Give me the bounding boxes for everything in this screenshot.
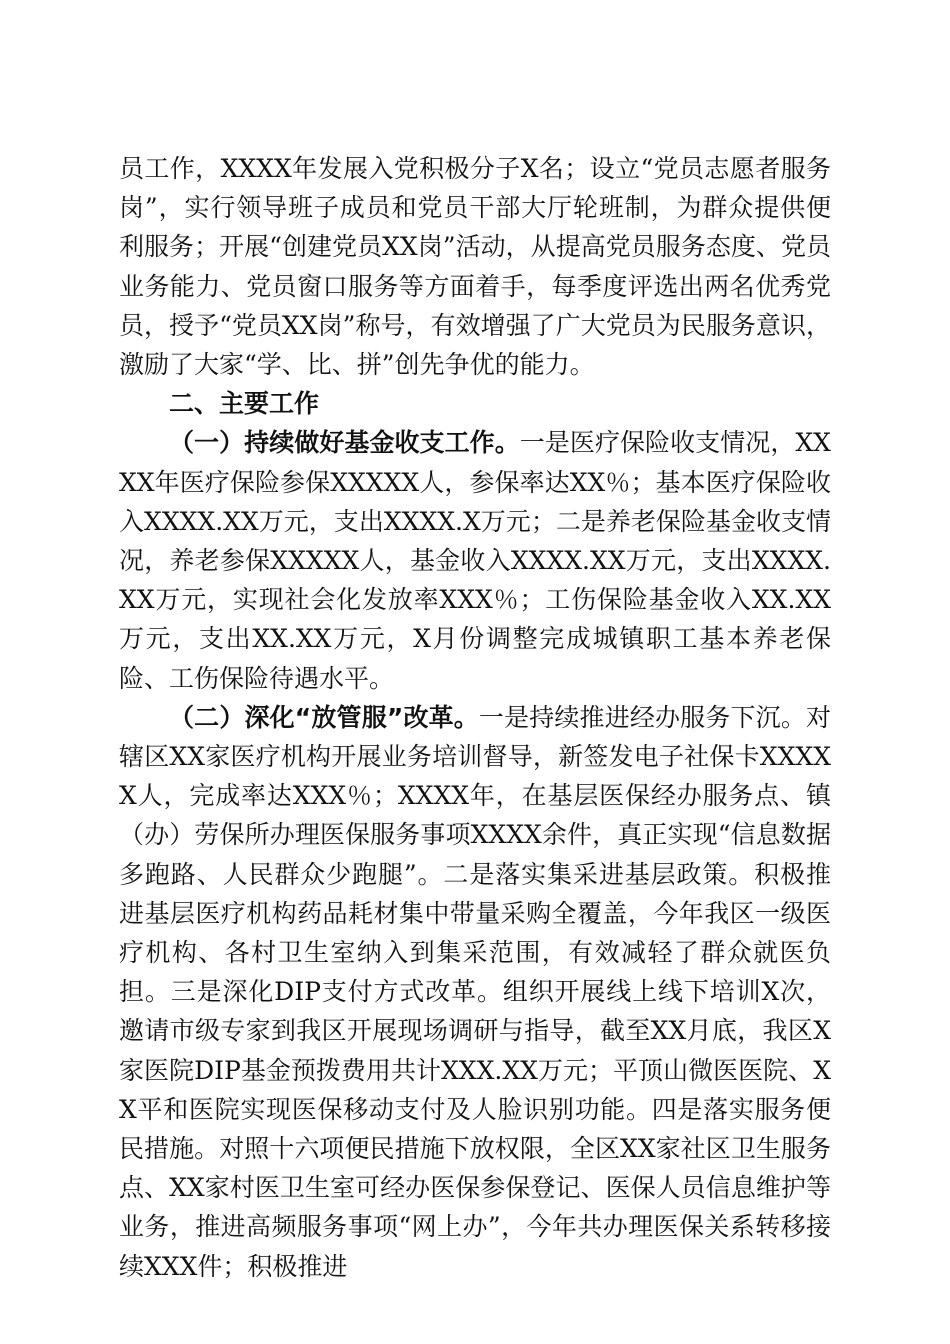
section-1-heading: （一）持续做好基金收支工作。 — [169, 428, 520, 458]
section-1-body: 一是医疗保险收支情况，XXXX年医疗保险参保XXXXX人，参保率达XX％；基本医疗保险收入XXXX.XX万元，支出XXXX.X万元；二是养老保险基金收支情况，养老参保XXXXX人，基金收入XXXX.XX万元，支出XXXX.XX万元，实现社会化发放率XXX％；工伤保险基金收入XX.XX万元，支出XX.XX万元，X月份调整完成城镇职工基本养老保险、工伤保险待遇水平。 — [119, 428, 831, 693]
section-2-paragraph — [119, 698, 831, 1286]
continued-paragraph: 员工作，XXXX年发展入党积极分子X名；设立“党员志愿者服务岗”，实行领导班子成员和党员干部大厅轮班制，为群众提供便利服务；开展“创建党员XX岗”活动，从提高党员服务态度、党员业务能力、党员窗口服务等方面着手，每季度评选出两名优秀党员，授予“党员XX岗”称号，有效增强了广大党员为民服务意识，激励了大家“学、比、拼”创先争优的能力。 — [119, 154, 831, 380]
section-2-heading: （二）深化“放管服”改革。 — [169, 702, 479, 732]
document-body — [119, 149, 831, 1286]
section-heading: 二、主要工作 — [169, 389, 320, 419]
section-2-body: 一是持续推进经办服务下沉。对辖区XX家医疗机构开展业务培训督导，新签发电子社保卡XXXXX人，完成率达XXX％；XXXX年，在基层医保经办服务点、镇（办）劳保所办理医保服务事项XXXX余件，真正实现“信息数据多跑路、人民群众少跑腿”。二是落实集采进基层政策。积极推进基层医疗机构药品耗材集中带量采购全覆盖，今年我区一级医疗机构、各村卫生室纳入到集采范围，有效减轻了群众就医负担。三是深化DIP支付方式改革。组织开展线上线下培训X次，邀请市级专家到我区开展现场调研与指导，截至XX月底，我区X家医院DIP基金预拨费用共计XXX.XX万元；平顶山微医医院、XX平和医院实现医保移动支付及人脸识别功能。四是落实服务便民措施。对照十六项便民措施下放权限，全区XX家社区卫生服务点、XX家村医卫生室可经办医保参保登记、医保人员信息维护等业务，推进高频服务事项“网上办”，今年共办理医保关系转移接续XXX件；积极推进 — [119, 702, 831, 1281]
section-1-paragraph — [119, 423, 831, 697]
